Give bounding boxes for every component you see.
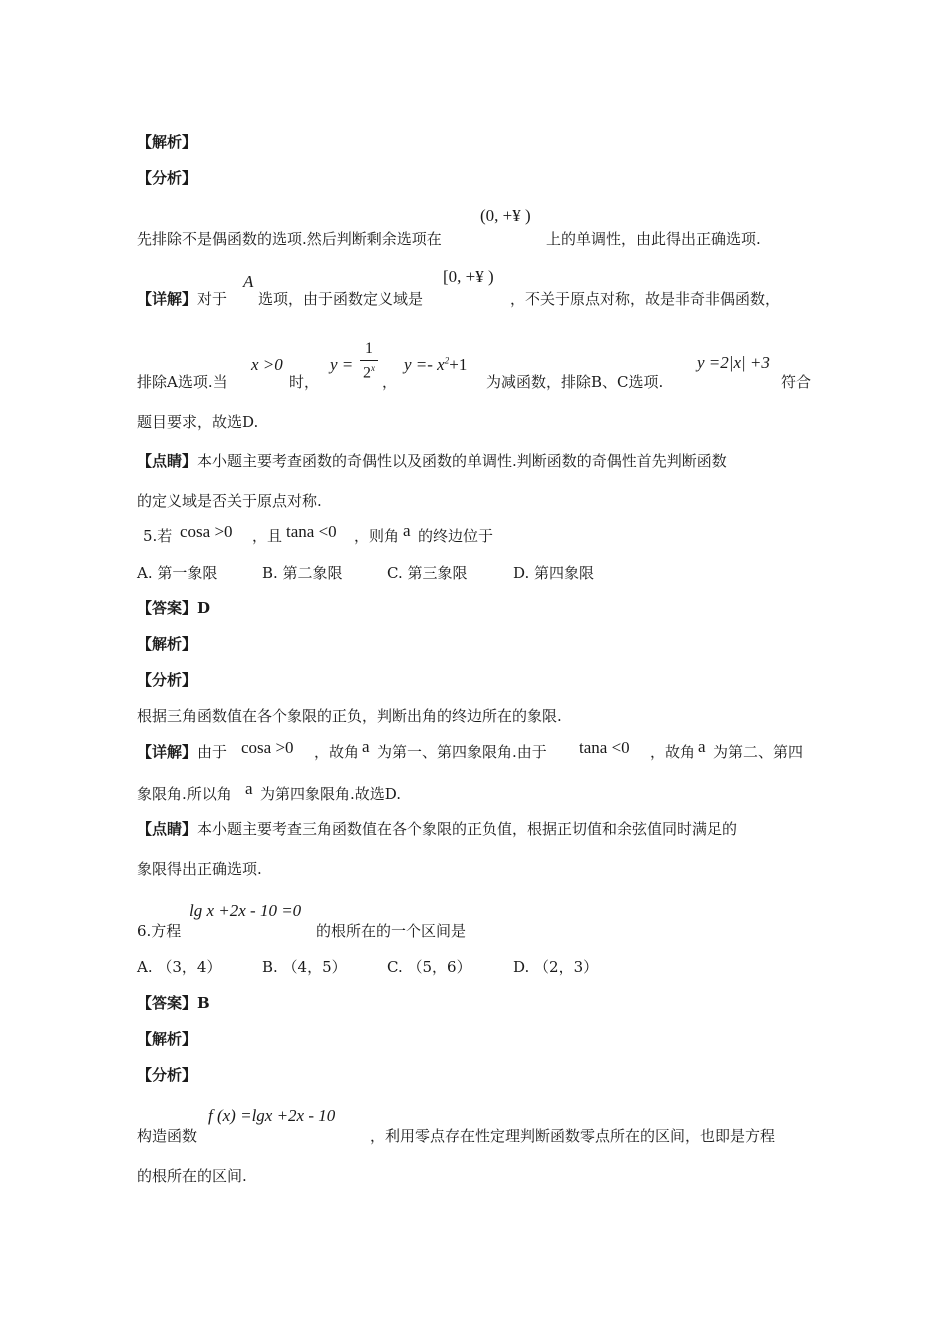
q6-options xyxy=(137,957,598,977)
text: 上的单调性，由此得出正确选项. xyxy=(546,230,761,248)
denominator: 2$^x$ xyxy=(363,363,375,382)
text: 时， xyxy=(289,373,320,391)
q6-answer: 【答案】B xyxy=(137,994,210,1012)
q6-stem: 6.方程 xyxy=(137,922,182,940)
text: ，且 xyxy=(252,527,283,545)
option-a: A. （3，4） xyxy=(137,958,222,976)
text: ，则角 xyxy=(354,527,400,545)
text: ，故角 xyxy=(650,743,696,761)
text: 题目要求，故选D. xyxy=(137,413,259,431)
math-domain: [0, +¥ ) xyxy=(443,267,494,286)
fraction-bar xyxy=(360,360,378,361)
q5-xiangjie: 【详解】由于 xyxy=(137,743,228,761)
q5-dianjing: 【点睛】本小题主要考查三角函数值在各个象限的正负值，根据正切值和余弦值同时满足的 xyxy=(137,820,738,838)
text: 先排除不是偶函数的选项.然后判断剩余选项在 xyxy=(137,230,442,248)
label-dianjing: 【点睛】 xyxy=(137,820,198,838)
math-x-gt-0: x >0 xyxy=(251,355,283,374)
section-jiexi: 【解析】 xyxy=(137,635,198,653)
text: 为第四象限角.故选D. xyxy=(260,785,402,803)
text: 本小题主要考查函数的奇偶性以及函数的单调性.判断函数的奇偶性首先判断函数 xyxy=(197,452,727,470)
math-alpha: a xyxy=(698,737,706,756)
text: ， xyxy=(382,373,398,391)
math-fraction xyxy=(358,340,380,382)
math-tan-lt-0: tana <0 xyxy=(579,738,630,757)
text: ，利用零点存在性定理判断函数零点所在的区间，也即是方程 xyxy=(370,1127,776,1145)
option-d: D. 第四象限 xyxy=(513,564,595,582)
math-cos-gt-0: cosa >0 xyxy=(180,522,233,541)
text: 对于 xyxy=(197,290,228,308)
section-fenxi: 【分析】 xyxy=(137,671,198,689)
option-c: C. （5，6） xyxy=(387,958,472,976)
math-abs-function: y =2|x| +3 xyxy=(697,353,770,372)
text: 为第一、第四象限角.由于 xyxy=(377,743,547,761)
section-jiexi: 【解析】 xyxy=(137,1030,198,1048)
label-dianjing: 【点睛】 xyxy=(137,452,198,470)
math-y-eq: y = xyxy=(330,355,354,374)
math-tan-lt-0: tana <0 xyxy=(286,522,337,541)
label-xiangjie: 【详解】 xyxy=(137,743,198,761)
q4-xiangjie-line xyxy=(137,289,227,309)
text: ，不关于原点对称，故是非奇非偶函数， xyxy=(510,290,781,308)
math-function-def: f (x) =lgx +2x - 10 xyxy=(208,1106,336,1125)
text: 的根所在的区间. xyxy=(137,1167,247,1185)
section-fenxi: 【分析】 xyxy=(137,1066,198,1084)
option-b: B. （4，5） xyxy=(262,958,347,976)
text: 选项，由于函数定义域是 xyxy=(258,290,424,308)
text: 构造函数 xyxy=(137,1127,198,1145)
option-a: A. 第一象限 xyxy=(137,564,218,582)
option-c: C. 第三象限 xyxy=(387,564,468,582)
text: 的定义域是否关于原点对称. xyxy=(137,492,322,510)
option-b: B. 第二象限 xyxy=(262,564,343,582)
numerator: 1 xyxy=(365,340,373,357)
math-alpha: a xyxy=(403,521,411,540)
q5-answer: 【答案】D xyxy=(137,599,211,617)
text: 根据三角函数值在各个象限的正负，判断出角的终边所在的象限. xyxy=(137,707,562,725)
q4-dianjing xyxy=(137,451,727,471)
section-fenxi: 【分析】 xyxy=(137,169,198,187)
math-alpha: a xyxy=(362,737,370,756)
option-d: D. （2，3） xyxy=(513,958,599,976)
text: 的终边位于 xyxy=(418,527,494,545)
math-A: A xyxy=(243,272,254,291)
math-cos-gt-0: cosa >0 xyxy=(241,738,294,757)
math-alpha: a xyxy=(245,779,253,798)
q4-fenxi-line xyxy=(137,229,442,249)
q5-options xyxy=(137,563,594,583)
math-interval: (0, +¥ ) xyxy=(480,206,531,225)
text: 的根所在的一个区间是 xyxy=(316,922,467,940)
label-xiangjie: 【详解】 xyxy=(137,290,198,308)
math-equation: lg x +2x - 10 =0 xyxy=(189,901,302,920)
math-neg-x-squared: $y =- x^2+1$ xyxy=(404,355,468,374)
text: ，故角 xyxy=(314,743,360,761)
text: 为减函数，排除B、C选项. xyxy=(486,373,664,391)
text: 象限角.所以角 xyxy=(137,785,232,803)
text: 符合 xyxy=(781,373,812,391)
text: 排除A选项.当 xyxy=(137,373,228,391)
section-jiexi: 【解析】 xyxy=(137,133,198,151)
text: 为第二、第四 xyxy=(713,743,804,761)
q5-stem: 5.若 xyxy=(143,527,173,545)
text: 象限得出正确选项. xyxy=(137,860,262,878)
